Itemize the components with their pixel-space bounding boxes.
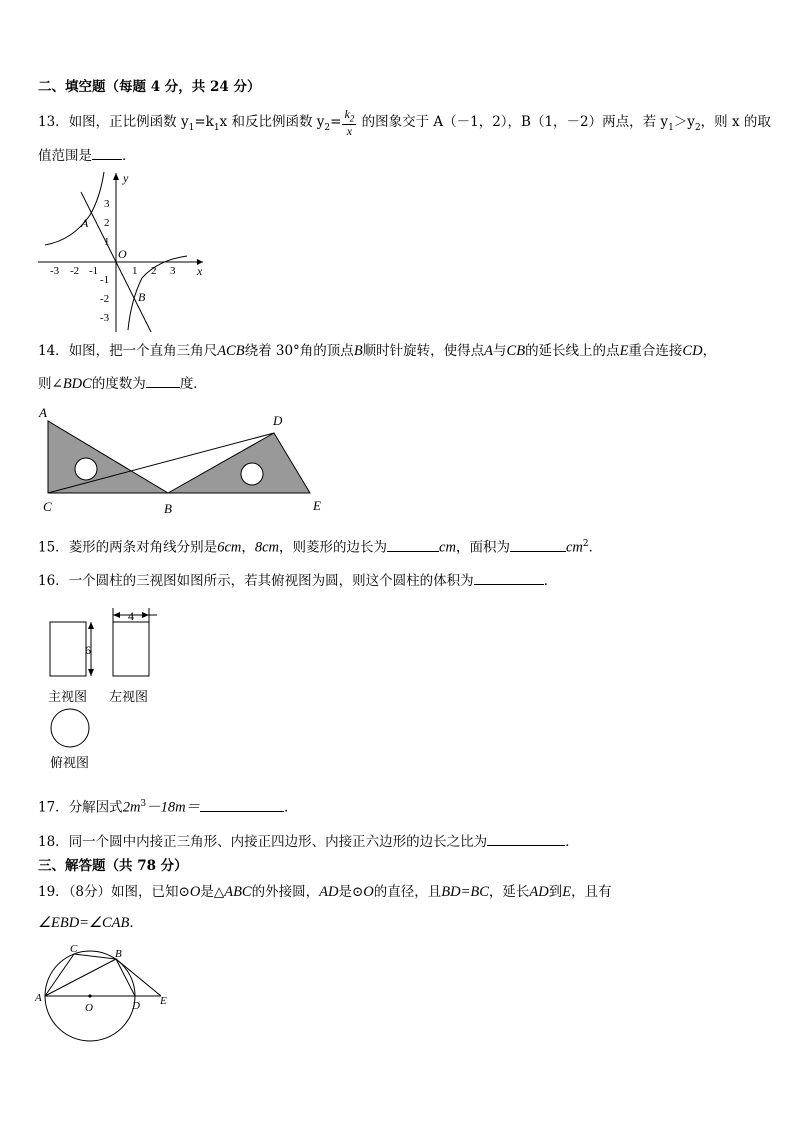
label-d: D xyxy=(273,413,283,428)
q19-e: E xyxy=(562,884,572,900)
label-c: C xyxy=(43,499,52,514)
width-arrow-left xyxy=(113,612,120,618)
q19-text-e: 的直径，且 xyxy=(373,884,442,900)
q19-line2-end: ． xyxy=(129,915,143,931)
x-tick: -1 xyxy=(89,265,99,277)
q14-number: 14． xyxy=(38,343,69,359)
label-o: O xyxy=(85,1002,93,1014)
q13-number: 13． xyxy=(38,114,69,131)
q13-line1 xyxy=(38,108,771,137)
q15-text-a: 菱形的两条对角线分别是 xyxy=(68,539,218,556)
q13-sub1: 1 xyxy=(188,122,195,133)
q19-circle-figure xyxy=(34,940,184,1040)
q15-area-blank[interactable] xyxy=(510,538,566,552)
q17-expr-c: ＝ xyxy=(185,799,201,816)
q15-end: ． xyxy=(588,539,603,556)
q13-text-c: x 和反比例函数 y xyxy=(219,114,325,131)
q13-sub2b: 2 xyxy=(694,122,701,133)
q16-answer-blank[interactable] xyxy=(474,571,544,585)
q14-text-e: 的延长线上的点 xyxy=(525,343,620,359)
q14-triangle-figure xyxy=(36,405,336,517)
q14-e: E xyxy=(619,343,629,359)
q15-unit2-sup: 2 xyxy=(582,539,589,549)
q15-number: 15． xyxy=(38,539,69,556)
q17-end: ． xyxy=(284,799,298,816)
q13-frac-den: x xyxy=(346,124,353,139)
q14-text-a: 如图，把一个直角三角尺 xyxy=(68,343,218,359)
y-axis-arrow xyxy=(113,173,119,180)
q13-line2-text: 值范围是 xyxy=(38,148,92,164)
label-a: A xyxy=(35,992,42,1004)
top-view-circle xyxy=(51,709,89,747)
label-b: B xyxy=(164,501,172,516)
label-e: E xyxy=(313,498,321,513)
q13-sub2: 2 xyxy=(324,122,331,133)
q19-number: 19． xyxy=(38,884,69,900)
front-view-rect xyxy=(50,622,86,676)
triangle-abc xyxy=(45,954,116,996)
q13-text-f: ＞y xyxy=(673,114,695,131)
q19-o1: O xyxy=(189,884,201,900)
q13-frac-num: k xyxy=(344,107,350,121)
q15-side-blank[interactable] xyxy=(387,538,439,552)
q15-v2: 8cm xyxy=(254,539,280,556)
q13-answer-blank[interactable] xyxy=(92,146,122,160)
q19-ad: AD xyxy=(319,884,339,900)
q13-function-graph xyxy=(38,170,208,335)
q19-line1 xyxy=(38,883,612,901)
q19-text-a: 如图，已知⊙ xyxy=(111,884,190,900)
q19-abc: ABC xyxy=(224,884,252,900)
label-a: A xyxy=(39,405,47,420)
q17-expr-sup: 3 xyxy=(140,799,147,809)
q18-answer-blank[interactable] xyxy=(487,832,565,846)
q14-line2a: 则∠ xyxy=(38,376,63,392)
q19-text-c: 的外接圆， xyxy=(251,884,320,900)
q18-line xyxy=(38,832,579,851)
q17-expr-b: －18 xyxy=(146,799,176,816)
q19-line2: ∠EBD=∠CAB xyxy=(38,915,130,931)
section3-heading: 三、解答题（共 78 分） xyxy=(38,858,188,874)
q14-b: B xyxy=(353,343,363,359)
y-tick: 1 xyxy=(104,236,110,248)
top-view-caption: 俯视图 xyxy=(50,756,90,771)
label-c: C xyxy=(70,943,78,955)
q17-line xyxy=(38,795,298,817)
segment-bd xyxy=(116,959,135,996)
q18-number: 18． xyxy=(38,834,69,850)
height-arrow-bottom xyxy=(88,669,94,676)
q14-line2 xyxy=(38,374,207,393)
q13-text-a: 如图，正比例函数 y xyxy=(68,114,189,131)
q13-fraction xyxy=(342,108,356,137)
segment-be xyxy=(116,959,161,996)
q17-text: 分解因式 xyxy=(68,799,123,816)
y-tick: 2 xyxy=(104,217,110,229)
q19-text-d: 是⊙ xyxy=(338,884,364,900)
q15-text-b: ，则菱形的边长为 xyxy=(279,539,388,556)
hyperbola-branch-left xyxy=(45,172,104,245)
y-tick: 3 xyxy=(104,198,110,210)
y-tick: -3 xyxy=(100,312,110,324)
q14-text-d: 与 xyxy=(493,343,507,359)
side-view-caption: 左视图 xyxy=(109,690,149,705)
q17-number: 17． xyxy=(38,799,69,816)
q19-text-h: ，且有 xyxy=(571,884,612,900)
q19-text-f: ，延长 xyxy=(488,884,530,900)
x-axis-label: x xyxy=(197,264,203,278)
width-label: 4 xyxy=(128,609,134,623)
y-tick-labels xyxy=(100,198,110,324)
x-tick-labels xyxy=(50,265,176,277)
q13-text-d: = xyxy=(330,114,342,131)
x-tick: -3 xyxy=(50,265,60,277)
q14-a: A xyxy=(484,343,494,359)
q19-bd-bc: BD=BC xyxy=(441,884,489,900)
q17-expr-m2: m xyxy=(175,799,186,816)
q14-text-c: 顺时针旋转，使得点 xyxy=(362,343,485,359)
q15-unit1: cm xyxy=(439,539,456,556)
front-view-caption: 主视图 xyxy=(48,690,88,705)
triangle-acb xyxy=(48,421,168,493)
q15-text-c: ，面积为 xyxy=(455,539,510,556)
q13-line2-end: ． xyxy=(122,148,136,164)
triangle-hole-left xyxy=(75,458,97,480)
center-point xyxy=(88,994,91,997)
q14-line2b: 的度数为 xyxy=(91,376,146,392)
label-d: D xyxy=(132,1000,140,1012)
q14-bdc: BDC xyxy=(62,376,92,392)
origin-label: O xyxy=(118,247,127,261)
q13-line2 xyxy=(38,146,136,165)
q17-expr-m: m xyxy=(129,799,141,816)
section2-heading: 二、填空题（每题 4 分，共 24 分） xyxy=(38,79,261,95)
q14-answer-blank[interactable] xyxy=(146,374,180,388)
q16-number: 16． xyxy=(38,573,69,589)
q19-text-g: 到 xyxy=(548,884,563,900)
y-tick: -2 xyxy=(100,293,110,305)
x-tick: 3 xyxy=(170,265,176,277)
q14-line2c: 度． xyxy=(179,376,207,392)
q15-unit2: cm xyxy=(565,539,583,556)
q19-line2 xyxy=(38,914,143,932)
point-b-label: B xyxy=(138,290,146,304)
q15-sep: ， xyxy=(241,539,255,556)
q16-text: 一个圆柱的三视图如图所示，若其俯视图为圆，则这个圆柱的体积为 xyxy=(68,573,474,589)
x-tick: -2 xyxy=(70,265,80,277)
q17-answer-blank[interactable] xyxy=(200,798,284,812)
width-arrow-right xyxy=(142,612,149,618)
q15-line xyxy=(38,535,602,557)
q14-cb: CB xyxy=(506,343,526,359)
triangle-hole-right xyxy=(241,463,263,485)
q13-sub1b: 1 xyxy=(213,122,220,133)
y-tick: -1 xyxy=(100,274,110,286)
q14-acb: ACB xyxy=(217,343,245,359)
height-arrow-top xyxy=(88,622,94,629)
point-a-label: A xyxy=(81,216,89,230)
x-tick: 2 xyxy=(151,265,157,277)
q18-end: ． xyxy=(565,834,579,850)
q16-three-views xyxy=(44,604,164,754)
q13-text-e: 的图象交于 A（－1，2），B（1，－2）两点，若 y xyxy=(357,114,669,131)
q13-text-g: ，则 x 的取 xyxy=(700,114,771,131)
x-tick: 1 xyxy=(132,265,138,277)
label-e: E xyxy=(160,995,167,1007)
label-b: B xyxy=(115,948,122,960)
q18-text: 同一个圆中内接正三角形、内接正四边形、内接正六边形的边长之比为 xyxy=(68,834,488,850)
side-view-rect xyxy=(113,622,149,676)
q19-score: （8分） xyxy=(68,884,112,900)
q13-sub1c: 1 xyxy=(668,122,674,133)
q14-text-b: 绕着 30°角的顶点 xyxy=(244,343,354,359)
q16-line xyxy=(38,571,557,590)
q14-line1 xyxy=(38,342,716,360)
q15-v1: 6cm xyxy=(217,539,242,556)
height-label: 6 xyxy=(85,643,91,657)
q16-end: ． xyxy=(543,573,558,589)
y-axis-label: y xyxy=(123,171,129,185)
q14-text-g: ， xyxy=(702,343,717,359)
q19-ad2: AD xyxy=(529,884,549,900)
q19-text-b: 是△ xyxy=(200,884,225,900)
q17-expr-a: 2 xyxy=(122,799,130,816)
q13-text-b: =k xyxy=(194,114,214,131)
q14-text-f: 重合连接 xyxy=(628,343,683,359)
q13-frac-num-sub: 2 xyxy=(349,113,355,124)
q14-cd: CD xyxy=(682,343,703,359)
q19-o2: O xyxy=(363,884,374,900)
